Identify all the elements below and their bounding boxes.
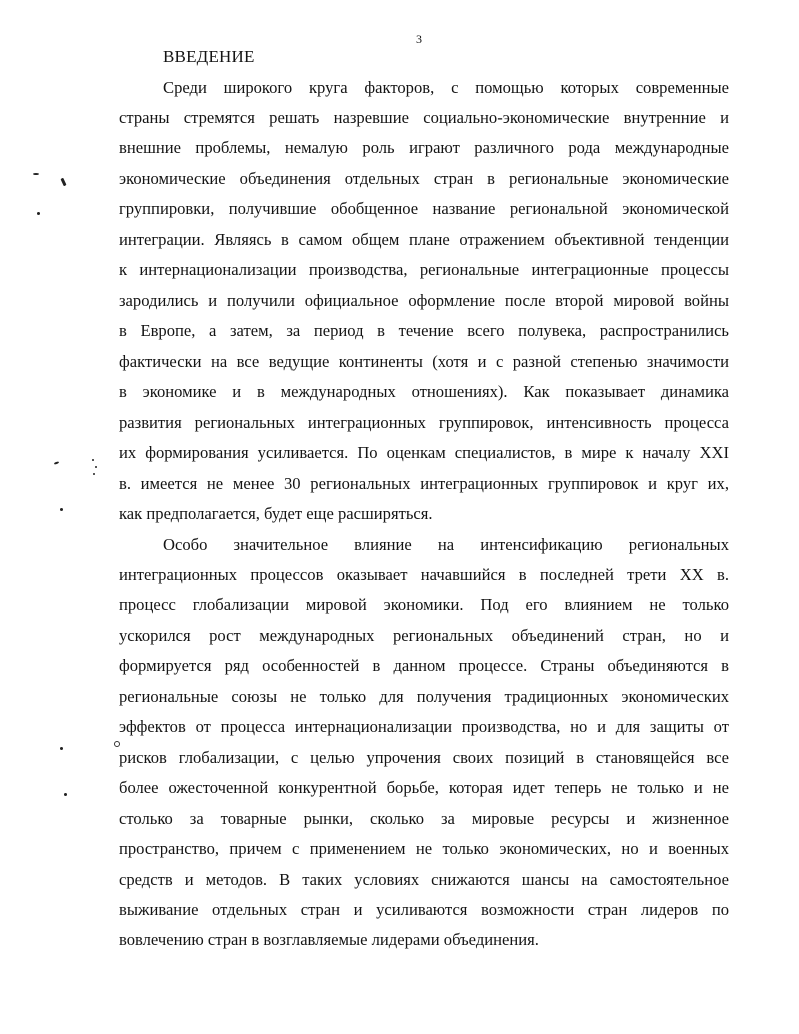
text-line: интеграционных процессов оказывает начавшийся в последней трети XX в. (119, 565, 729, 584)
scan-speck (64, 793, 67, 796)
text-line: в. имеется не менее 30 региональных интеграционных группировок и круг их, (119, 474, 729, 493)
text-line: группировки, получившие обобщенное название региональной экономической (119, 199, 729, 218)
text-line: пространство, причем с применением не только экономических, но и военных (119, 839, 729, 858)
text-line: зародились и получили официальное оформление после второй мировой войны (119, 291, 729, 310)
text-line: Среди широкого круга факторов, с помощью которых современные (163, 78, 729, 97)
text-line: формируется ряд особенностей в данном процессе. Страны объединяются в (119, 656, 729, 675)
text-line: фактически на все ведущие континенты (хотя и с разной степенью значимости (119, 352, 729, 371)
scan-speck (92, 459, 94, 461)
text-line: интеграции. Являясь в самом общем плане отражением объективной тенденции (119, 230, 729, 249)
text-line: средств и методов. В таких условиях снижаются шансы на самостоятельное (119, 870, 729, 889)
text-line: в Европе, а затем, за период в течение всего полувека, распространились (119, 321, 729, 340)
text-line: развития региональных интеграционных группировок, интенсивность процесса (119, 413, 729, 432)
text-line: как предполагается, будет еще расширяться. (119, 504, 433, 523)
scan-speck (54, 461, 59, 465)
scan-speck (93, 473, 95, 475)
text-line: в экономике и в международных отношениях). Как показывает динамика (119, 382, 729, 401)
text-line: экономические объединения отдельных стран в региональные экономические (119, 169, 729, 188)
scan-speck (95, 466, 97, 468)
text-line: эффектов от процесса интернационализации производства, но и для защиты от (119, 717, 729, 736)
text-line: рисков глобализации, с целью упрочения своих позиций в становящейся все (119, 748, 729, 767)
text-line: страны стремятся решать назревшие социально-экономические внутренние и (119, 108, 729, 127)
text-line: столько за товарные рынки, сколько за мировые ресурсы и жизненное (119, 809, 729, 828)
text-line: внешние проблемы, немалую роль играют различного рода международные (119, 138, 729, 157)
text-line: более ожесточенной конкурентной борьбе, которая идет теперь не только и не (119, 778, 729, 797)
text-line: к интернационализации производства, региональные интеграционные процессы (119, 260, 729, 279)
scan-speck (114, 741, 120, 747)
text-line: их формирования усиливается. По оценкам специалистов, в мире к началу XXI (119, 443, 729, 462)
scan-speck (60, 747, 63, 750)
page-number: 3 (416, 32, 422, 46)
text-line: Особо значительное влияние на интенсификацию региональных (163, 535, 729, 554)
scan-speck (33, 173, 39, 175)
scan-speck (60, 178, 66, 187)
text-line: выживание отдельных стран и усиливаются возможности стран лидеров по (119, 900, 729, 919)
scan-speck (37, 212, 40, 215)
text-line: вовлечению стран в возглавляемые лидерами объединения. (119, 930, 539, 949)
page-title: ВВЕДЕНИЕ (163, 47, 255, 66)
scan-speck (60, 508, 63, 511)
text-line: ускорился рост международных региональных объединений стран, но и (119, 626, 729, 645)
text-line: региональные союзы не только для получения традиционных экономических (119, 687, 729, 706)
text-line: процесс глобализации мировой экономики. Под его влиянием не только (119, 595, 729, 614)
